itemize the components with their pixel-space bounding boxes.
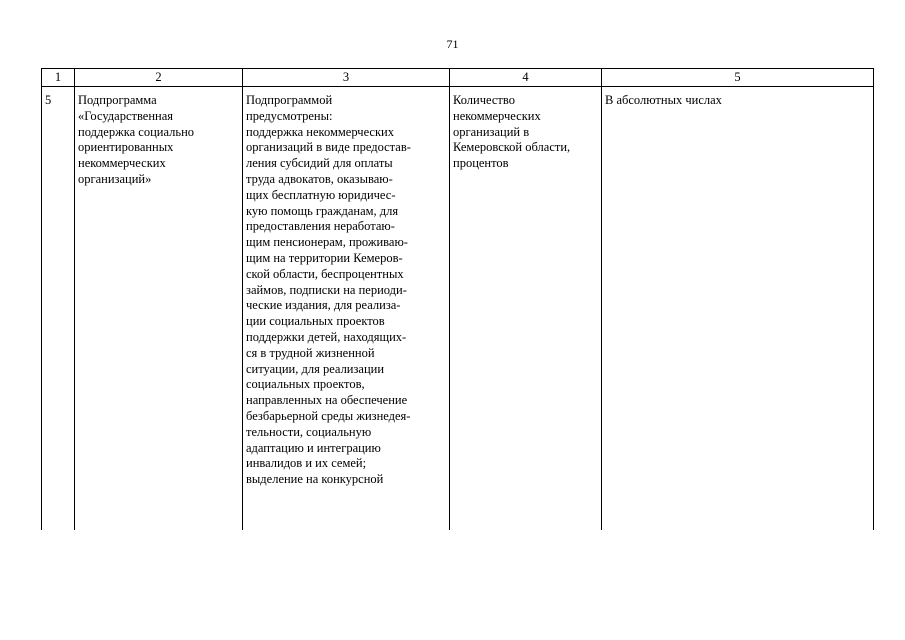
description-line: безбарьерной среды жизнедея- (246, 408, 411, 423)
indicator-line: некоммерческих (453, 108, 541, 123)
indicator-line: процентов (453, 156, 509, 171)
description-line: ции социальных проектов (246, 314, 385, 329)
row-number: 5 (45, 93, 52, 107)
column-number-2: 2 (75, 69, 243, 87)
description-line: ской области, беспроцентных (246, 266, 404, 281)
description-line: щим пенсионерам, проживаю- (246, 235, 408, 250)
column-number-row (42, 69, 874, 87)
indicator-line: Количество (453, 93, 515, 107)
description-line: займов, подписки на периоди- (246, 282, 407, 297)
subprogram-name-line: Подпрограмма (78, 93, 157, 107)
description-line: щих бесплатную юридичес- (246, 187, 396, 202)
description-line: поддержка некоммерческих (246, 124, 394, 139)
column-number-3: 3 (243, 69, 450, 87)
column-number-4: 4 (450, 69, 602, 87)
description-line: труда адвокатов, оказываю- (246, 171, 393, 186)
description-line: ситуации, для реализации (246, 361, 385, 376)
description-line: предусмотрены: (246, 108, 333, 123)
description-line: поддержки детей, находящих- (246, 329, 407, 344)
description-line: направленных на обеспечение (246, 393, 408, 408)
subprogram-name-line: некоммерческих (78, 156, 166, 171)
column-number-1: 1 (42, 69, 75, 87)
description-line: щим на территории Кемеров- (246, 250, 403, 265)
description-line: кую помощь гражданам, для (246, 203, 399, 218)
subprogram-name-cell (75, 87, 243, 531)
description-line: адаптацию и интеграцию (246, 440, 381, 455)
subprogram-name-line: поддержка социально (78, 124, 195, 139)
description-line: тельности, социальную (246, 424, 372, 439)
column-number-5: 5 (602, 69, 874, 87)
description-line: организаций в виде предостав- (246, 140, 411, 155)
description-line: ления субсидий для оплаты (246, 156, 393, 171)
description-line: инвалидов и их семей; (246, 456, 367, 471)
indicator-line: организаций в (453, 124, 530, 139)
indicator-line: Кемеровской области, (453, 140, 571, 155)
row-number-cell (42, 87, 75, 531)
indicator-cell (450, 87, 602, 531)
description-line: ся в трудной жизненной (246, 345, 375, 360)
description-line: Подпрограммой (246, 93, 333, 107)
subprogram-name-line: организаций» (78, 171, 152, 186)
unit-cell (602, 87, 874, 531)
description-line: социальных проектов, (246, 377, 365, 392)
page-number: 71 (446, 37, 459, 51)
subprogram-name-line: ориентированных (78, 140, 174, 155)
subprogram-name-line: «Государственная (78, 108, 174, 123)
description-line: предоставления неработаю- (246, 219, 395, 234)
description-line: выделение на конкурсной (246, 472, 384, 487)
indicators-table (41, 68, 874, 530)
unit-line: В абсолютных числах (605, 93, 722, 107)
subprogram-description-cell (243, 87, 450, 531)
description-line: ческие издания, для реализа- (246, 298, 401, 313)
table-row (42, 87, 874, 531)
